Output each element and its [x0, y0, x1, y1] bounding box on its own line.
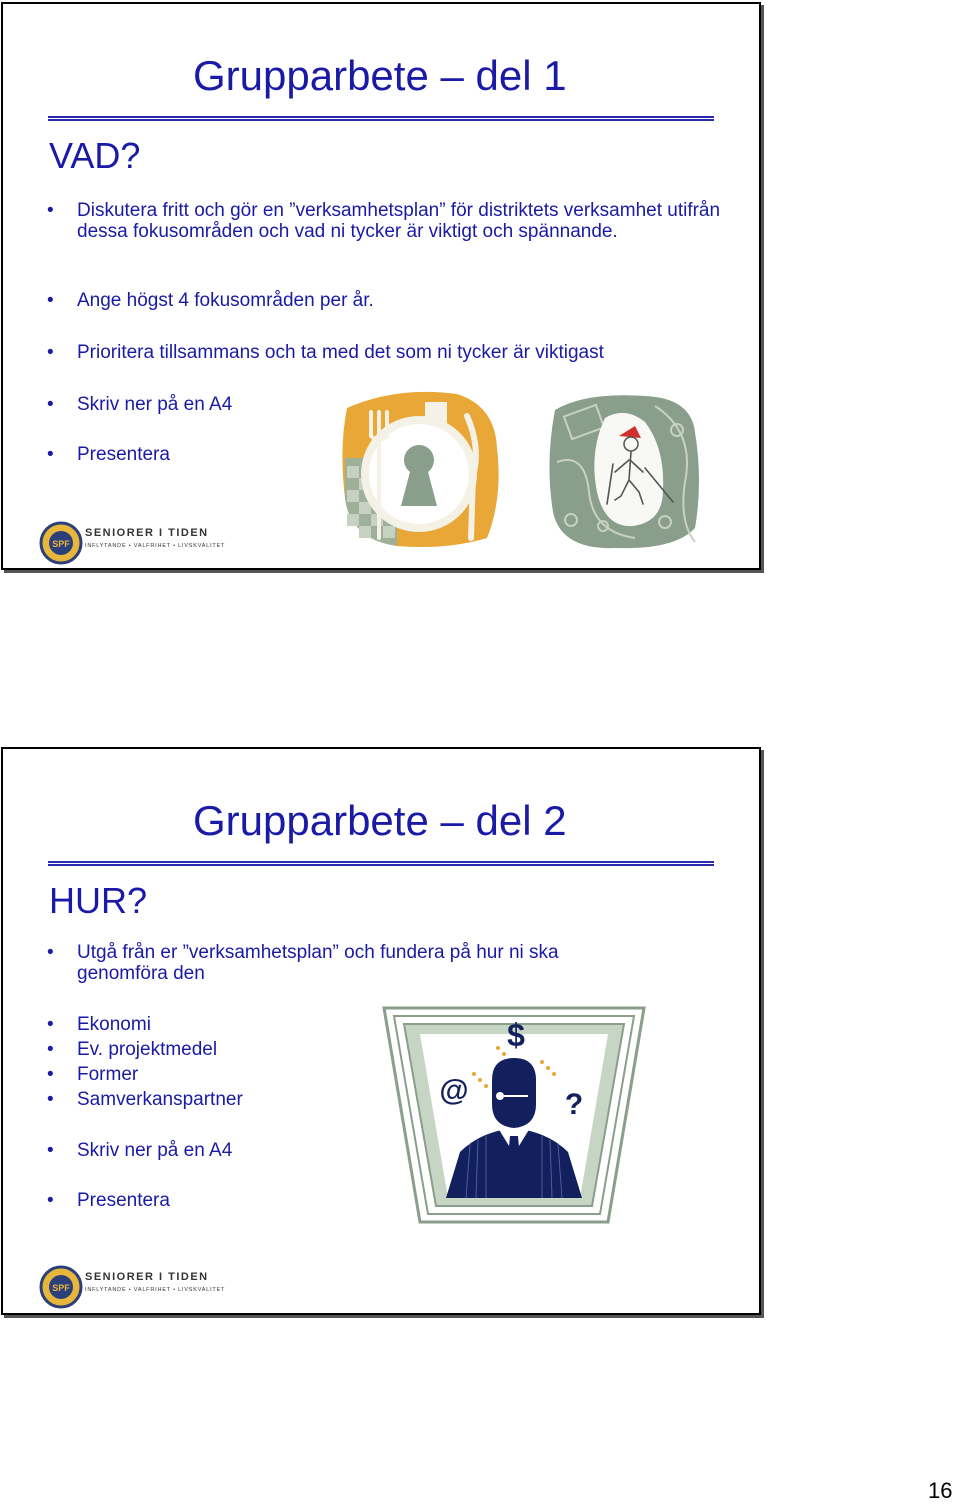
slide-1	[1, 2, 761, 570]
slide-title: Grupparbete – del 2	[193, 797, 567, 844]
bullet-item: • Presentera	[77, 1190, 170, 1211]
page-number: 16	[928, 1478, 953, 1503]
logo-tagline: INFLYTANDE • VALFRIHET • LIVSKVALITET	[85, 1287, 226, 1293]
bullet-item: • Ange högst 4 fokusområden per år.	[77, 290, 374, 311]
bullet-item: • Utgå från er ”verksamhetsplan” och fundera på hur ni ska genomföra den	[77, 942, 637, 984]
dollar-symbol: $	[507, 1017, 525, 1053]
logo-name: SENIORER I TIDEN	[85, 527, 209, 539]
bullet-item: • Prioritera tillsammans och ta med det som ni tycker är viktigast	[77, 342, 604, 363]
logo	[39, 521, 226, 565]
logo-tagline: INFLYTANDE • VALFRIHET • LIVSKVALITET	[85, 543, 226, 549]
bullet-item: • Skriv ner på en A4	[77, 1140, 232, 1161]
slide-subheading: HUR?	[49, 880, 148, 921]
seal-text: SPF	[52, 1283, 70, 1293]
slide-subheading: VAD?	[49, 135, 141, 176]
logo-name: SENIORER I TIDEN	[85, 1271, 209, 1283]
question-symbol: ?	[564, 1088, 584, 1121]
spf-seal-icon	[39, 1265, 83, 1309]
spf-seal-icon	[39, 521, 83, 565]
skier-map-illustration	[545, 392, 701, 550]
plate-cutlery-illustration	[337, 388, 503, 550]
title-underline	[48, 115, 714, 121]
bullet-item: • Samverkanspartner	[77, 1089, 243, 1110]
slide-title: Grupparbete – del 1	[193, 52, 567, 99]
bullet-item: • Presentera	[77, 444, 170, 465]
bullet-item: • Former	[77, 1064, 138, 1085]
bullet-item: • Diskutera fritt och gör en ”verksamhetsplan” för distriktets verksamhet utifrån dessa fokusområden och vad ni tycker är viktigt och spännande.	[77, 200, 727, 242]
businessman-illustration	[380, 1004, 648, 1226]
bullet-item: • Ev. projektmedel	[77, 1039, 217, 1060]
seal-text: SPF	[52, 539, 70, 549]
at-symbol: @	[439, 1074, 469, 1107]
slide-2	[1, 747, 761, 1315]
bullet-item: • Skriv ner på en A4	[77, 394, 232, 415]
logo	[39, 1265, 226, 1309]
bullet-item: • Ekonomi	[77, 1014, 151, 1035]
title-underline	[48, 860, 714, 866]
